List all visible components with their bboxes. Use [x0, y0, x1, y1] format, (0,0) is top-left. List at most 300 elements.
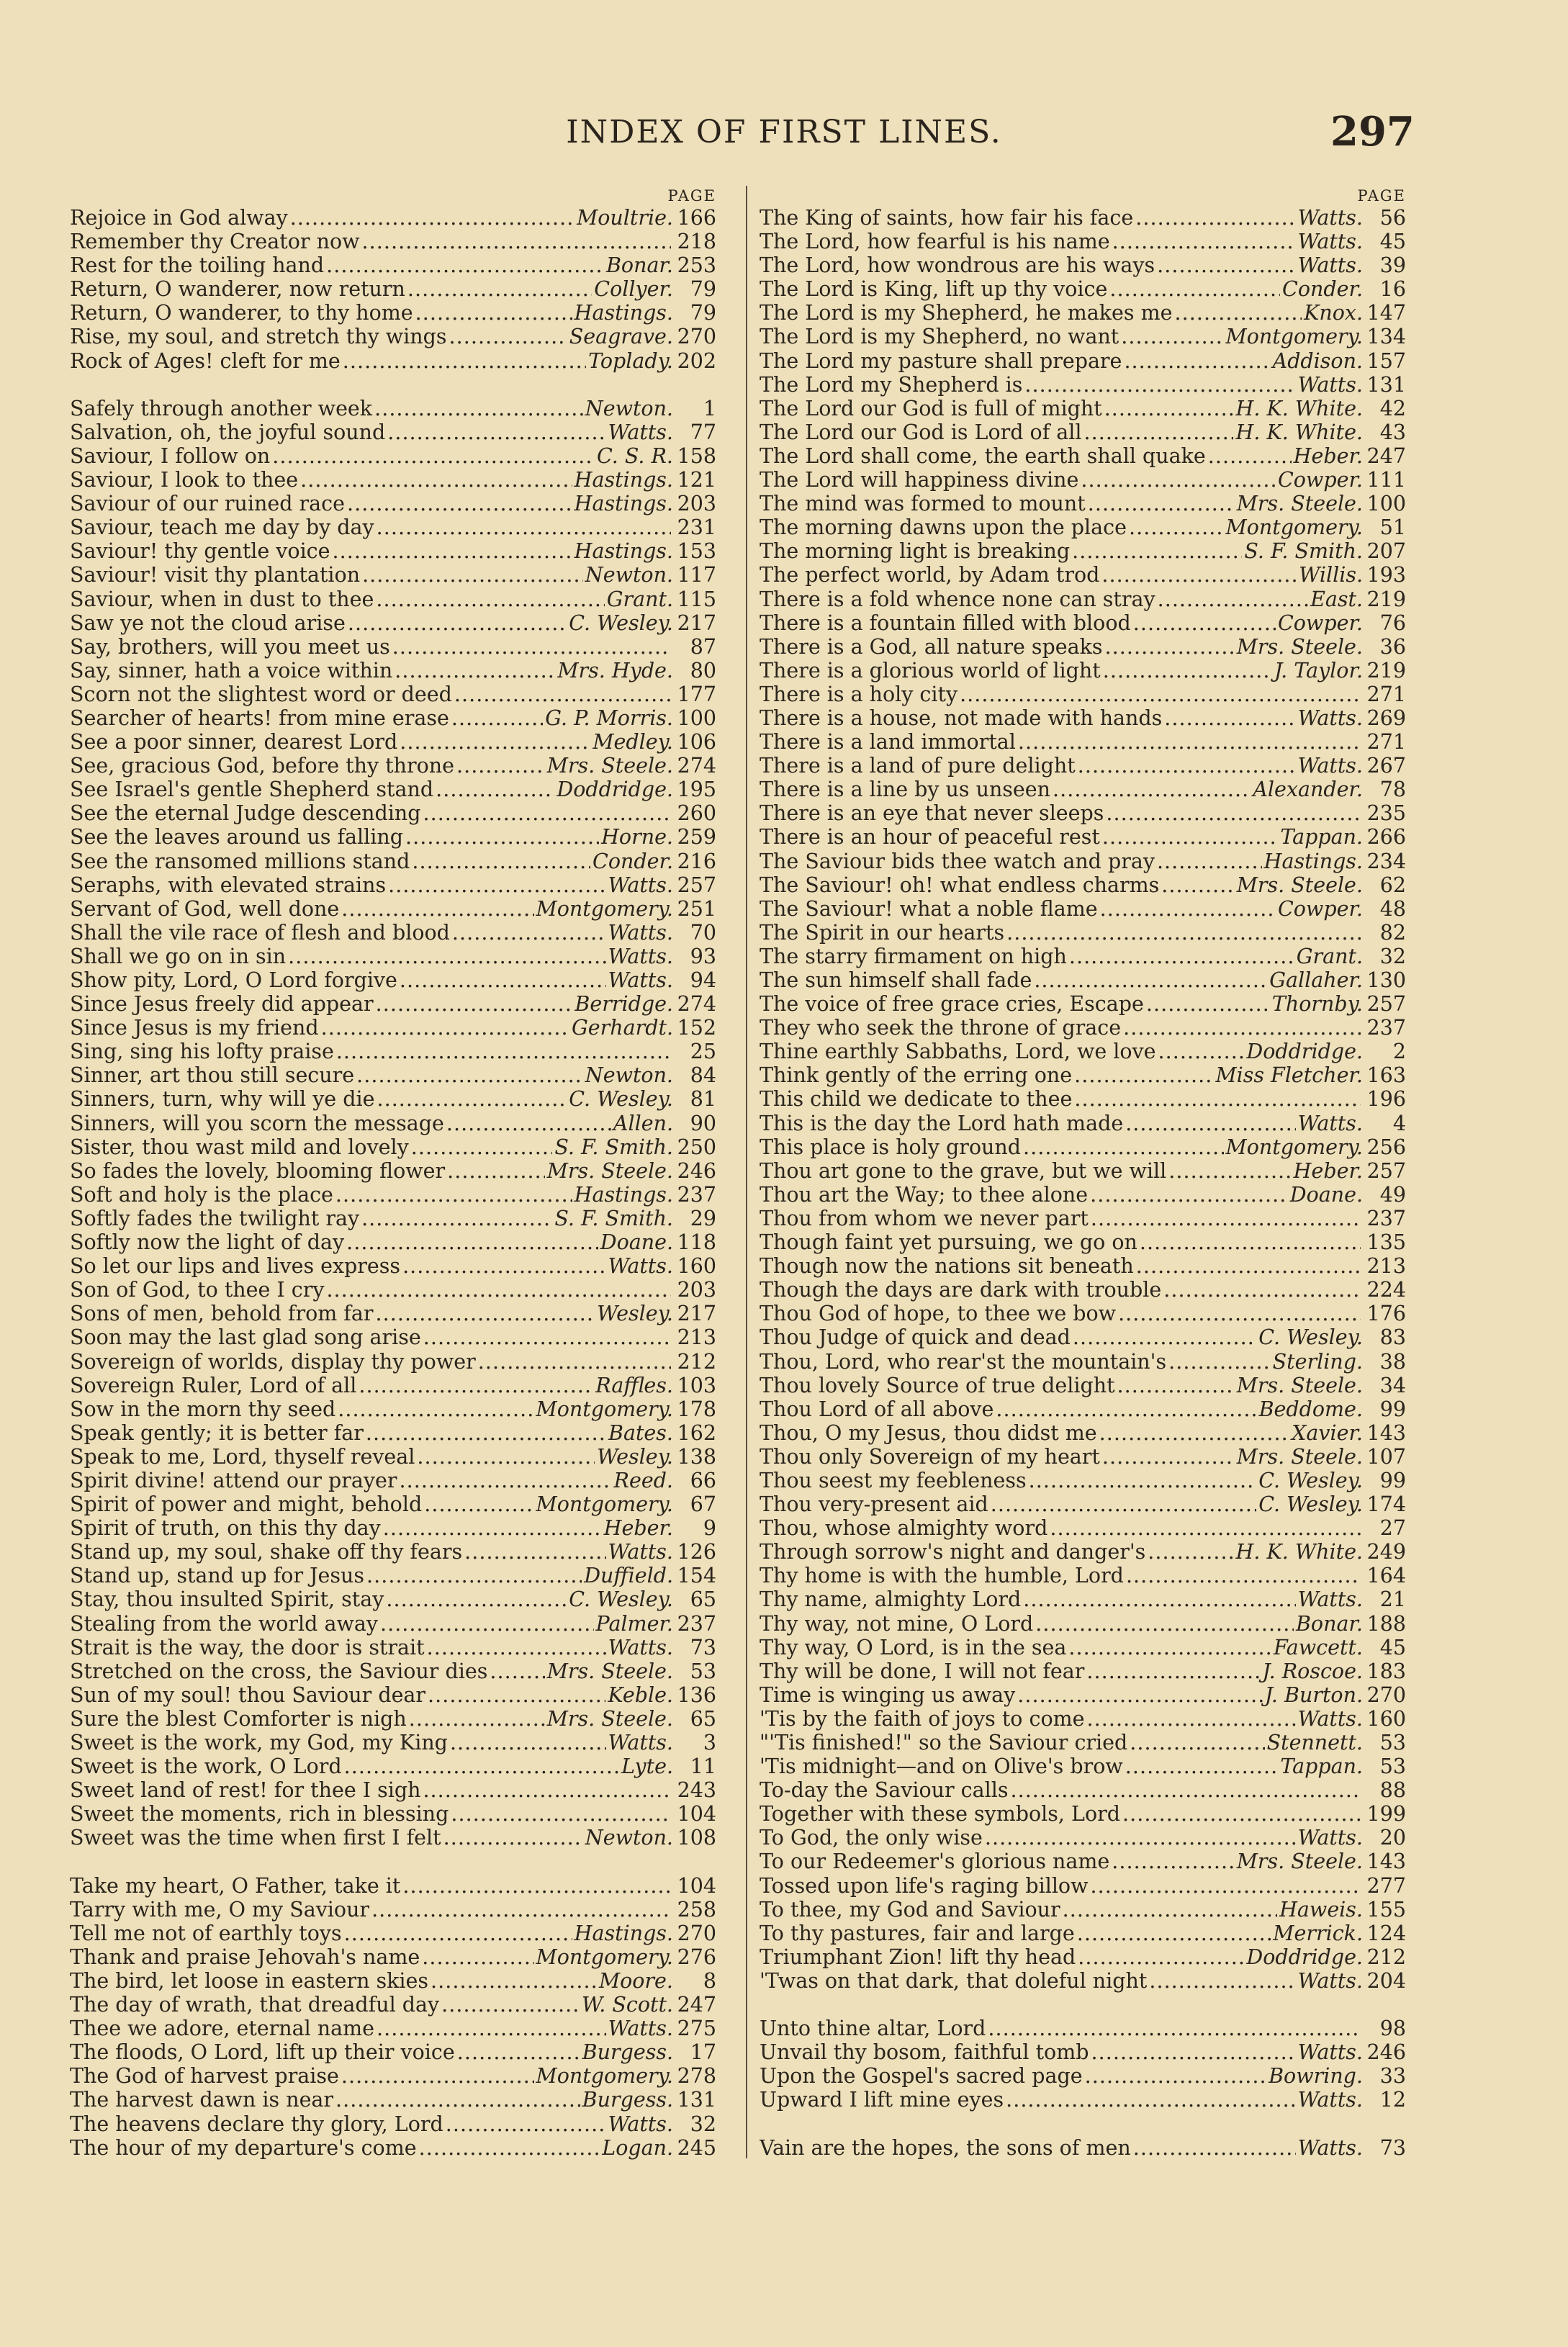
leader-dots — [424, 1492, 533, 1516]
author: Mrs. Steele. — [546, 1158, 673, 1183]
author: Mrs. Steele. — [1236, 873, 1363, 897]
index-entry — [760, 492, 1406, 515]
leader-dots — [1074, 1087, 1361, 1111]
page-ref: 237 — [1366, 1016, 1406, 1040]
page-ref: 36 — [1379, 634, 1406, 659]
page-column-label: PAGE — [667, 187, 716, 204]
leader-dots — [423, 1778, 671, 1802]
page-ref: 99 — [1379, 1397, 1406, 1421]
page-ref: 219 — [1366, 658, 1406, 683]
leader-dots — [400, 730, 590, 754]
leader-dots — [1125, 1754, 1279, 1778]
author: Mrs. Steele. — [546, 1659, 673, 1683]
page-ref: 251 — [677, 896, 716, 921]
page-ref: 111 — [1366, 468, 1406, 492]
leader-dots — [272, 444, 595, 468]
section-gap — [760, 1993, 1406, 2017]
index-entry — [70, 444, 716, 468]
author: C. Wesley. — [569, 611, 673, 635]
first-line: Thou only Sovereign of my heart — [760, 1444, 1100, 1469]
leader-dots — [405, 825, 599, 849]
author: G. P. Morris. — [545, 706, 673, 730]
author: H. K. White. — [1235, 420, 1363, 444]
leader-dots — [1101, 563, 1297, 587]
first-line: The Lord my Shepherd is — [760, 372, 1023, 397]
author: Keble. — [608, 1682, 673, 1707]
first-line: The mind was formed to mount — [760, 492, 1086, 516]
author: Wesley. — [597, 1302, 673, 1326]
index-entry — [760, 1278, 1406, 1302]
first-line: Saviour, I follow on — [70, 443, 271, 468]
first-line: Through sorrow's night and danger's — [760, 1540, 1146, 1564]
first-line: Since Jesus is my friend — [70, 1016, 319, 1040]
index-entry — [70, 825, 716, 849]
index-entry — [760, 801, 1406, 825]
page-ref: 177 — [677, 682, 716, 706]
index-entry — [760, 1421, 1406, 1445]
index-entry — [70, 754, 716, 778]
author: C. Wesley. — [569, 1087, 673, 1112]
first-line: See, gracious God, before thy throne — [70, 754, 454, 778]
first-line: Sovereign Ruler, Lord of all — [70, 1373, 357, 1397]
page-ref: 77 — [690, 420, 716, 444]
author: Cowper. — [1277, 611, 1363, 635]
author: Grant. — [606, 587, 673, 611]
index-entry — [70, 2136, 716, 2160]
first-line: Sons of men, behold from far — [70, 1302, 374, 1326]
page-ref: 274 — [677, 754, 716, 778]
first-line: To-day the Saviour calls — [760, 1778, 1009, 1803]
index-entry — [760, 635, 1406, 659]
index-entry — [70, 1540, 716, 1564]
author: Bonar. — [1295, 1611, 1363, 1636]
leader-dots — [375, 1302, 595, 1325]
author: Horne. — [601, 825, 673, 850]
leader-dots — [335, 2088, 580, 2112]
page-ref: 247 — [1366, 443, 1406, 468]
page-ref: 193 — [1366, 563, 1406, 587]
first-line: The Lord our God is full of might — [760, 396, 1102, 420]
page-ref: 131 — [1366, 372, 1406, 397]
leader-dots — [1168, 1350, 1271, 1374]
index-entry — [70, 206, 716, 230]
first-line: Sweet land of rest! for thee I sigh — [70, 1778, 421, 1803]
index-entry — [70, 277, 716, 301]
author: Tappan. — [1280, 825, 1363, 850]
index-entry — [70, 2112, 716, 2136]
page-ref: 213 — [1366, 1254, 1406, 1279]
page-ref: 250 — [677, 1135, 716, 1159]
index-entry — [760, 397, 1406, 420]
leader-dots — [1133, 611, 1276, 635]
author: J. Roscoe. — [1262, 1659, 1363, 1683]
page-ref: 73 — [1379, 2135, 1406, 2160]
author: Watts. — [1297, 1587, 1363, 1612]
author: Gallaher. — [1269, 968, 1363, 992]
leader-dots — [427, 1636, 606, 1659]
index-entry — [760, 945, 1406, 968]
page-ref: 104 — [677, 1873, 716, 1898]
first-line: Show pity, Lord, O Lord forgive — [70, 968, 397, 992]
author: Watts. — [608, 968, 673, 992]
index-entry — [70, 1278, 716, 1302]
first-line: There is a house, not made with hands — [760, 706, 1163, 730]
first-line: Though now the nations sit beneath — [760, 1254, 1134, 1279]
leader-dots — [348, 611, 567, 635]
leader-dots — [377, 1087, 567, 1111]
author: Hastings. — [574, 492, 673, 516]
page-ref: 224 — [1366, 1278, 1406, 1302]
first-line: The Lord shall come, the earth shall quake — [760, 443, 1206, 468]
leader-dots — [1126, 1564, 1361, 1587]
leader-dots — [478, 1350, 671, 1374]
first-line: This place is holy ground — [760, 1135, 1021, 1159]
first-line: Strait is the way, the door is strait — [70, 1635, 425, 1659]
first-line: Saviour, when in dust to thee — [70, 587, 374, 611]
author: Cowper. — [1277, 468, 1363, 492]
page-ref: 49 — [1379, 1182, 1406, 1207]
leader-dots — [321, 1016, 569, 1040]
author: Mrs. Steele. — [546, 754, 673, 778]
index-entry — [760, 1016, 1406, 1040]
leader-dots — [376, 992, 573, 1016]
page-ref: 253 — [677, 253, 716, 278]
author: Conder. — [592, 849, 673, 873]
leader-dots — [1017, 1683, 1262, 1707]
leader-dots — [1118, 1302, 1361, 1325]
author: Watts. — [608, 420, 673, 444]
page-ref: 269 — [1366, 706, 1406, 730]
index-entry — [70, 778, 716, 801]
leader-dots — [449, 325, 567, 348]
leader-dots — [456, 754, 545, 778]
page-ref: 107 — [1366, 1444, 1406, 1469]
page-ref: 3 — [703, 1731, 716, 1754]
index-entry — [760, 1207, 1406, 1230]
first-line: Sun of my soul! thou Saviour dear — [70, 1682, 426, 1707]
leader-dots — [1125, 1112, 1295, 1135]
author: H. K. White. — [1235, 396, 1363, 420]
page-ref: 79 — [690, 277, 716, 302]
author: Conder. — [1282, 277, 1363, 302]
page-ref: 143 — [1366, 1420, 1406, 1445]
index-entry — [70, 635, 716, 659]
leader-dots — [1109, 277, 1280, 301]
left-column — [70, 186, 716, 2160]
first-line: There is a glorious world of light — [760, 658, 1101, 683]
leader-dots — [1208, 444, 1292, 468]
index-entry — [70, 850, 716, 873]
leader-dots — [1157, 850, 1262, 873]
first-line: Servant of God, well done — [70, 896, 340, 921]
leader-dots — [1136, 1254, 1361, 1278]
author: S. F. Smith. — [554, 1135, 673, 1159]
page-ref: 8 — [703, 1968, 716, 1993]
first-line: Rejoice in God alway — [70, 206, 288, 230]
first-line: Sinners, will you scorn the message — [70, 1111, 444, 1135]
first-line: This child we dedicate to thee — [760, 1087, 1073, 1112]
first-line: 'Tis by the faith of joys to come — [760, 1706, 1085, 1731]
index-entry — [760, 754, 1406, 778]
first-line: The Lord is my Shepherd, he makes me — [760, 301, 1173, 325]
page-number: 297 — [1330, 108, 1415, 156]
page-ref: 67 — [690, 1492, 716, 1517]
author: Mrs. Steele. — [1236, 1850, 1363, 1874]
author: Newton. — [585, 1063, 673, 1088]
leader-dots — [1099, 1421, 1289, 1445]
index-entry — [70, 1135, 716, 1159]
page-ref: 196 — [1366, 1087, 1406, 1112]
first-line: Thy way, O Lord, is in the sea — [760, 1635, 1067, 1659]
index-entry — [760, 539, 1406, 563]
index-entry — [760, 373, 1406, 397]
index-entry — [760, 921, 1406, 945]
index-entry — [70, 1612, 716, 1636]
leader-dots — [1091, 1207, 1361, 1230]
page-ref: 259 — [677, 825, 716, 850]
first-line: Thou very-present aid — [760, 1492, 988, 1517]
page-ref: 39 — [1379, 253, 1406, 278]
leader-dots — [1158, 587, 1308, 611]
leader-dots — [464, 1540, 605, 1564]
author: Lyte. — [621, 1754, 673, 1779]
author: Haweis. — [1279, 1897, 1363, 1922]
page-ref: 237 — [677, 1611, 716, 1636]
page-ref: 160 — [1366, 1706, 1406, 1731]
page-ref: 83 — [1379, 1325, 1406, 1350]
page-ref: 155 — [1366, 1897, 1406, 1922]
author: Willis. — [1299, 563, 1363, 587]
first-line: The floods, O Lord, lift up their voice — [70, 2040, 455, 2065]
page-ref: 90 — [690, 1111, 716, 1135]
leader-dots — [288, 945, 605, 968]
page-ref: 94 — [690, 968, 716, 992]
leader-dots — [1168, 1159, 1291, 1183]
index-entry — [70, 1945, 716, 1969]
leader-dots — [366, 1564, 582, 1587]
leader-dots — [1123, 1016, 1361, 1040]
leader-dots — [402, 1874, 671, 1898]
page-ref: 17 — [690, 2040, 716, 2065]
page-ref: 212 — [677, 1349, 716, 1374]
first-line: So let our lips and lives express — [70, 1254, 401, 1279]
index-entry — [760, 230, 1406, 253]
leader-dots — [376, 587, 604, 611]
page-ref: 199 — [1366, 1802, 1406, 1826]
author: Addison. — [1272, 348, 1363, 373]
leader-dots — [1078, 1945, 1244, 1969]
leader-dots — [344, 1922, 572, 1945]
leader-dots — [1102, 825, 1278, 849]
index-entry — [760, 1612, 1406, 1636]
first-line: Vain are the hopes, the sons of men — [760, 2135, 1131, 2160]
index-entry — [760, 1254, 1406, 1278]
first-line: Shall the vile race of flesh and blood — [70, 920, 450, 945]
author: Bonar. — [605, 253, 673, 278]
index-entry — [760, 730, 1406, 754]
page-ref: 138 — [677, 1444, 716, 1469]
index-entry — [70, 1516, 716, 1540]
first-line: Saw ye not the cloud arise — [70, 611, 346, 635]
first-line: The Lord my pasture shall prepare — [760, 348, 1122, 373]
leader-dots — [1104, 397, 1234, 420]
index-entry — [70, 2017, 716, 2040]
page-ref: 176 — [1366, 1302, 1406, 1326]
page-ref: 53 — [1379, 1754, 1406, 1779]
first-line: Thou from whom we never part — [760, 1206, 1089, 1230]
author: Hastings. — [574, 468, 673, 492]
page-ref: 249 — [1366, 1540, 1406, 1564]
author: Hastings. — [574, 301, 673, 325]
page-ref: 11 — [690, 1754, 716, 1779]
leader-dots — [1112, 230, 1296, 253]
leader-dots — [1175, 301, 1302, 325]
page-ref: 100 — [677, 706, 716, 730]
first-line: Thank and praise Jehovah's name — [70, 1945, 420, 1969]
leader-dots — [1105, 635, 1235, 659]
author: Watts. — [1297, 2135, 1363, 2160]
first-line: The voice of free grace cries, Escape — [760, 992, 1144, 1017]
page-ref: 81 — [690, 1087, 716, 1112]
leader-dots — [422, 1945, 533, 1969]
first-line: Thy will be done, I will not fear — [760, 1659, 1085, 1683]
page-ref: 237 — [677, 1182, 716, 1207]
author: Watts. — [1297, 253, 1363, 278]
author: Hastings. — [574, 1921, 673, 1945]
author: Watts. — [608, 873, 673, 897]
leader-dots — [409, 1707, 545, 1731]
index-entry — [70, 1397, 716, 1421]
index-entry — [760, 2017, 1406, 2040]
first-line: Saviour! thy gentle voice — [70, 539, 330, 564]
first-line: Thou Lord of all above — [760, 1397, 994, 1421]
index-entry — [760, 301, 1406, 325]
index-entry — [760, 825, 1406, 849]
author: Watts. — [608, 1540, 673, 1564]
page-ref: 87 — [690, 634, 716, 659]
leader-dots — [407, 277, 592, 301]
leader-dots — [417, 1445, 595, 1469]
first-line: Stay, thou insulted Spirit, stay — [70, 1587, 384, 1612]
page-ref: 4 — [1392, 1111, 1406, 1135]
first-line: There is an hour of peaceful rest — [760, 825, 1100, 850]
leader-dots — [1023, 1135, 1224, 1159]
author: Xavier. — [1292, 1420, 1363, 1445]
page-ref: 217 — [677, 611, 716, 635]
first-line: Thy way, not mine, O Lord — [760, 1611, 1034, 1636]
left-entries — [70, 206, 716, 2160]
index-entry — [70, 611, 716, 635]
page-ref: 183 — [1366, 1659, 1406, 1683]
author: C. Wesley. — [569, 1587, 673, 1612]
leader-dots — [446, 2112, 606, 2136]
page-ref: 217 — [677, 1302, 716, 1326]
leader-dots — [1135, 206, 1295, 230]
first-line: See a poor sinner, dearest Lord — [70, 730, 398, 754]
first-line: There is a fold whence none can stray — [760, 587, 1155, 611]
page-ref: 98 — [1379, 2017, 1406, 2041]
first-line: To our Redeemer's glorious name — [760, 1850, 1110, 1874]
first-line: The Lord our God is Lord of all — [760, 420, 1082, 444]
leader-dots — [1088, 492, 1235, 515]
page-ref: 136 — [677, 1682, 716, 1707]
index-entry — [760, 420, 1406, 444]
page-ref: 134 — [1366, 325, 1406, 349]
leader-dots — [366, 1421, 606, 1445]
page-ref: 231 — [677, 515, 716, 540]
index-entry — [760, 1469, 1406, 1492]
first-line: The sun himself shall fade — [760, 968, 1032, 992]
leader-dots — [1085, 2064, 1267, 2088]
author: Montgomery. — [536, 2064, 673, 2089]
leader-dots — [1140, 1230, 1361, 1254]
leader-dots — [988, 2017, 1361, 2040]
first-line: Take my heart, O Father, take it — [70, 1873, 401, 1898]
leader-dots — [377, 2017, 606, 2040]
index-entry — [70, 706, 716, 730]
index-entry — [70, 945, 716, 968]
first-line: Thou, whose almighty word — [760, 1516, 1048, 1541]
leader-dots — [1161, 873, 1234, 897]
index-entry — [760, 1826, 1406, 1850]
index-entry — [70, 1587, 716, 1611]
index-entry — [70, 1207, 716, 1230]
page-ref: 43 — [1379, 420, 1406, 444]
leader-dots — [1146, 992, 1270, 1016]
index-entry — [760, 992, 1406, 1016]
leader-dots — [380, 1612, 594, 1636]
index-entry — [760, 1374, 1406, 1397]
first-line: 'Twas on that dark, that doleful night — [760, 1968, 1148, 1993]
first-line: There is a holy city — [760, 682, 958, 706]
page-ref: 274 — [677, 992, 716, 1017]
index-entry — [70, 992, 716, 1016]
author: Merrick. — [1273, 1921, 1363, 1945]
page-ref: 20 — [1379, 1826, 1406, 1850]
page-ref: 164 — [1366, 1564, 1406, 1588]
first-line: Softly now the light of day — [70, 1230, 345, 1255]
leader-dots — [336, 1040, 671, 1063]
author: Watts. — [1297, 2088, 1363, 2112]
index-entry — [70, 730, 716, 754]
first-line: The Lord is my Shepherd, no want — [760, 325, 1119, 349]
page-ref: 79 — [690, 301, 716, 325]
index-entry — [70, 1898, 716, 1922]
leader-dots — [423, 1325, 671, 1349]
first-line: Sinners, turn, why will ye die — [70, 1087, 375, 1112]
index-entry — [760, 1850, 1406, 1873]
first-line: Speak to me, Lord, thyself reveal — [70, 1444, 415, 1469]
leader-dots — [1106, 801, 1361, 825]
index-entry — [70, 2064, 716, 2088]
author: Moultrie. — [577, 206, 673, 230]
leader-dots — [395, 659, 555, 683]
index-entry — [70, 301, 716, 325]
leader-dots — [344, 1754, 619, 1778]
leader-dots — [341, 2064, 534, 2088]
page-ref: 25 — [690, 1040, 716, 1064]
index-entry — [70, 1183, 716, 1207]
author: Newton. — [585, 396, 673, 420]
first-line: The God of harvest praise — [70, 2064, 339, 2089]
page-ref: 16 — [1379, 277, 1406, 302]
first-line: The Lord will happiness divine — [760, 468, 1079, 492]
page-ref: 163 — [1366, 1063, 1406, 1088]
leader-dots — [1091, 2040, 1295, 2064]
index-entry — [760, 968, 1406, 992]
page-ref: 143 — [1366, 1850, 1406, 1874]
index-entry — [760, 2040, 1406, 2064]
